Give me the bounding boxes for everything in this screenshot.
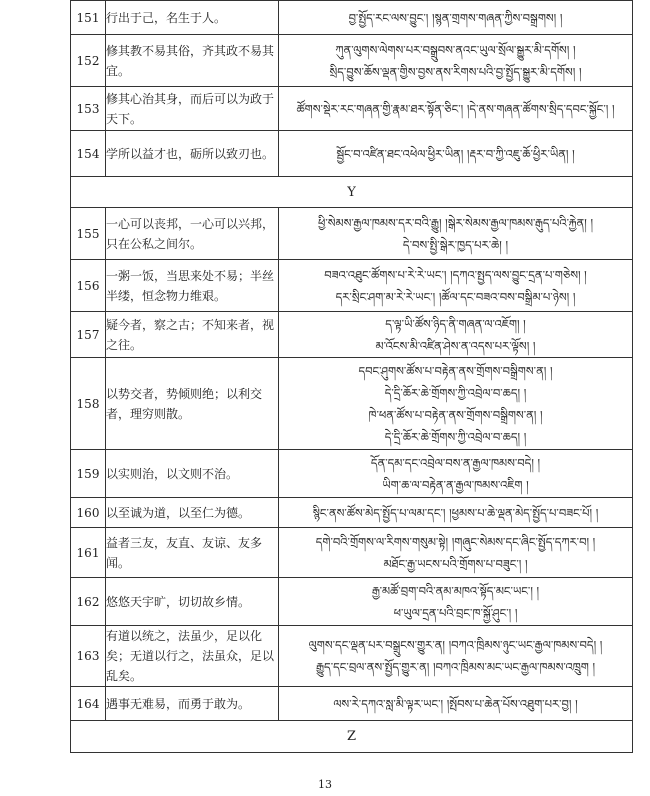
entry-number: 163: [71, 626, 106, 687]
tibetan-line: སྙིང་ནས་ཚོས་མེད་སྤྱོད་པ་ལམ་དང་། །ཕྱམས་པ་ཆེ་ལྡན་མེད་སྤྱོད་པ་བཟང་པོ། །: [312, 505, 599, 520]
tibetan-line: རྒྱ་མཚོ་བྲག་བའི་ནམ་མཁའ་སྟོད་མང་ཡང་། །: [371, 583, 540, 598]
chinese-phrase: 以至诚为道，以至仁为德。: [106, 498, 279, 528]
entry-number: 164: [71, 687, 106, 721]
table-row: [71, 1, 633, 35]
tibetan-line: ལུགས་དང་ལྡན་པར་བསྒྲུངས་གྱུར་ན། །བཀའ་ཁྲིམས་ཉུང་ཡང་རྒྱལ་ཁམས་བདེ། །: [308, 638, 603, 652]
entry-number: 160: [71, 498, 106, 528]
tibetan-line: དེ་དྲི་ཆོར་ཆེ་གྲོགས་ཀྱི་འབྲེལ་བ་ཆད། །: [384, 385, 527, 400]
entry-number: 152: [71, 35, 106, 87]
section-letter: Y: [71, 177, 633, 208]
entry-number: 151: [71, 1, 106, 35]
table-row: [71, 87, 633, 131]
entry-number: 161: [71, 528, 106, 578]
table-row: [71, 208, 633, 260]
tibetan-line: དགེ་བའི་གྲོགས་ལ་རིགས་གསུམ་སྟེ། །གཞུང་སེམས་དང་ཞིང་སྤྱོད་དཀར་བ། །: [315, 534, 596, 549]
table-row: [71, 498, 633, 528]
tibetan-line: དོན་དམ་དང་འབྲེལ་བས་ན་རྒྱལ་ཁམས་བདེ། །: [370, 455, 541, 470]
entry-number: 155: [71, 208, 106, 260]
chinese-phrase: 行出于己，名生于人。: [106, 1, 279, 35]
chinese-phrase: 修其教不易其俗，齐其政不易其宜。: [106, 35, 279, 87]
table-row: [71, 260, 633, 312]
tibetan-line: ཕྱི་སེམས་རྒྱལ་ཁམས་དར་བའི་རྒྱུ། །སྒེར་སེམས་རྒྱལ་ཁམས་རྒུད་པའི་རྐྱེན། །: [318, 215, 593, 230]
tibetan-translation: [279, 312, 633, 358]
tibetan-line: བཟའ་འཐུང་ཚོགས་པ་རེ་རེ་ཡང་། །དཀའ་སྤྱད་ལས་བྱུང་དྲན་པ་གཅེས། །: [324, 267, 587, 282]
tibetan-line: དབང་ཤུགས་ཚོས་པ་བརྟེན་ནས་གྲོགས་བསྒྲིགས་ན། །: [358, 363, 553, 378]
tibetan-translation: [279, 208, 633, 260]
page-number: 13: [318, 778, 332, 791]
chinese-phrase: 疑今者，察之古；不知来者，视之往。: [106, 312, 279, 358]
tibetan-line: ཡིག་ཆ་ལ་བརྟེན་ན་རྒྱལ་ཁམས་འཇིག །: [382, 477, 529, 492]
tibetan-translation: [279, 528, 633, 578]
entry-number: 156: [71, 260, 106, 312]
table-row: [71, 687, 633, 721]
tibetan-translation: [279, 626, 633, 687]
section-letter-row: [71, 721, 633, 753]
tibetan-line: རྒྱུད་དང་བྲལ་ནས་སྤྱོད་གྱུར་ན། །བཀའ་ཁྲིམས་མང་ཡང་རྒྱལ་ཁམས་འཁྲུག །: [315, 660, 596, 674]
tibetan-translation: [279, 131, 633, 177]
tibetan-translation: [279, 450, 633, 498]
tibetan-line: སྲིད་བྱུས་ཆོས་ལྡན་གྱིས་བྱས་ནས་རིགས་པའི་བྱ་སྤྱོད་སྒྱུར་མི་དགོས། །: [329, 64, 582, 79]
table-row: [71, 450, 633, 498]
tibetan-translation: [279, 260, 633, 312]
chinese-phrase: 有道以统之，法虽少，足以化矣；无道以行之，法虽众，足以乱矣。: [106, 626, 279, 687]
table-row: [71, 358, 633, 450]
chinese-phrase: 以实则治，以文则不治。: [106, 450, 279, 498]
entry-number: 162: [71, 578, 106, 626]
section-letter: Z: [71, 721, 633, 753]
chinese-phrase: 益者三友，友直、友谅、友多闻。: [106, 528, 279, 578]
tibetan-translation: [279, 87, 633, 131]
tibetan-line: ཀུན་ལུགས་ལེགས་པར་བསྒྲུབས་ནའང་ཡུལ་སྲོལ་སྒྱུར་མི་དགོས། །: [335, 42, 576, 57]
table-row: [71, 578, 633, 626]
table-row: [71, 131, 633, 177]
tibetan-line: ཕ་ཡུལ་དྲན་པའི་བྲང་ཁ་སྐྱོ་ཤུང་། །: [393, 605, 518, 620]
table-row: [71, 528, 633, 578]
chinese-phrase: 悠悠天宇旷，切切故乡情。: [106, 578, 279, 626]
table-row: [71, 312, 633, 358]
tibetan-line: དར་སྲིང་ཤག་མ་རེ་རེ་ཡང་། །ཚོལ་དང་བཟའ་བས་བསྒྲིམ་པ་ཉེས། །: [335, 289, 576, 304]
tibetan-translation: [279, 578, 633, 626]
table-row: [71, 626, 633, 687]
chinese-phrase: 以势交者，势倾则绝；以利交者，理穷则散。: [106, 358, 279, 450]
phrase-table: [70, 0, 633, 753]
chinese-phrase: 修其心治其身，而后可以为政于天下。: [106, 87, 279, 131]
section-letter-row: [71, 177, 633, 208]
tibetan-line: མ་འོངས་མི་འཛིན་ཤེས་ན་འདས་པར་ལྟོས། །: [375, 338, 536, 353]
tibetan-translation: [279, 35, 633, 87]
tibetan-line: ཁེ་ཕན་ཚོས་པ་བརྟེན་ནས་གྲོགས་བསྒྲིགས་ན། །: [368, 407, 543, 422]
tibetan-line: མཐོང་རྒྱ་ཡངས་པའི་གྲོགས་པ་བཟུང་། །: [383, 556, 528, 571]
tibetan-line: བྱ་སྤྱོད་རང་ལས་བྱུང་། །སྙན་གྲགས་གཞན་ཀྱིས་བསྒྲགས། །: [348, 10, 563, 25]
tibetan-line: ལས་རེ་དཀའ་སླ་མི་ལྟར་ཡང་། །སྤོབས་པ་ཆེན་པོས་འཐུག་པར་བྱ། །: [333, 696, 578, 711]
entry-number: 154: [71, 131, 106, 177]
tibetan-translation: [279, 498, 633, 528]
tibetan-translation: [279, 358, 633, 450]
tibetan-translation: [279, 687, 633, 721]
chinese-phrase: 一心可以丧邦，一心可以兴邦，只在公私之间尔。: [106, 208, 279, 260]
entry-number: 157: [71, 312, 106, 358]
table-row: [71, 35, 633, 87]
phrase-table-body: [71, 1, 633, 753]
entry-number: 153: [71, 87, 106, 131]
chinese-phrase: 一粥一饭，当思来处不易；半丝半缕，恒念物力维艰。: [106, 260, 279, 312]
tibetan-translation: [279, 1, 633, 35]
tibetan-line: ད་ལྟ་ཡི་ཚོས་ཉིད་ནི་གཞན་ལ་འཇོག། །: [385, 316, 526, 331]
tibetan-line: དེ་དྲི་ཆོར་ཆེ་གྲོགས་ཀྱི་འབྲེལ་བ་ཆད། །: [384, 429, 527, 444]
chinese-phrase: 学所以益才也，砺所以致刃也。: [106, 131, 279, 177]
entry-number: 158: [71, 358, 106, 450]
tibetan-line: དེ་བས་སྤྱི་སྒེར་ཁྱད་པར་ཆེ། །: [402, 237, 509, 252]
tibetan-line: སྦྱོང་བ་འཛིན་ཐང་འཕེལ་ཕྱིར་ཡིན། །རྡར་བ་ཀྱི་འཇུ་ཆོ་ཕྱིར་ཡིན། །: [336, 146, 575, 161]
entry-number: 159: [71, 450, 106, 498]
chinese-phrase: 遇事无难易，而勇于敢为。: [106, 687, 279, 721]
tibetan-line: ཚོགས་སྡེར་རང་གཞན་གྱི་རྣམ་ཐར་སྟོན་ཅིང་། །དེ་ནས་གཞན་ཚོགས་སྲིད་དབང་སྐྱོང་། །: [296, 101, 615, 116]
